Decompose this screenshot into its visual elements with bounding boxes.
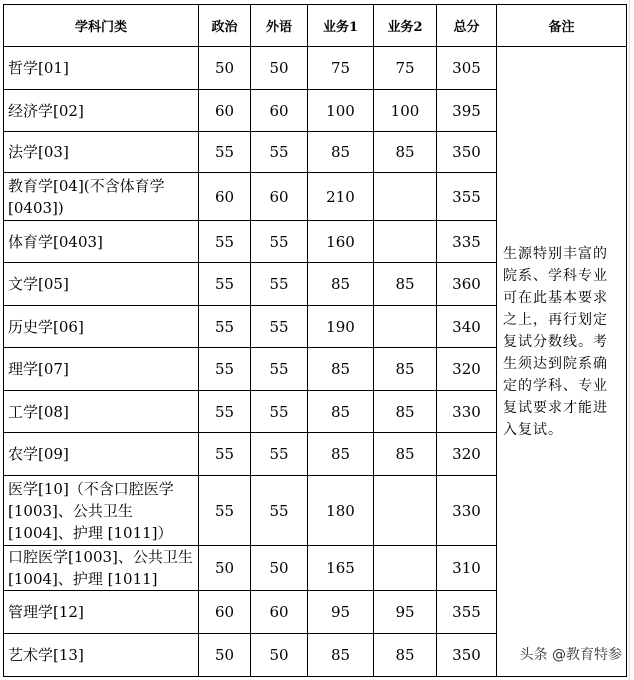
score-cell: 360	[437, 263, 497, 306]
score-cell: 350	[437, 132, 497, 173]
subject-cell: 艺术学[13]	[4, 634, 199, 677]
score-cell: 55	[199, 306, 251, 348]
score-cell: 55	[251, 132, 308, 173]
score-cell: 55	[199, 433, 251, 476]
score-cell	[374, 306, 437, 348]
subject-cell: 工学[08]	[4, 391, 199, 433]
subject-cell: 教育学[04](不含体育学[0403])	[4, 173, 199, 221]
score-cell: 190	[308, 306, 374, 348]
score-cell: 395	[437, 90, 497, 132]
header-cell: 业务2	[374, 5, 437, 47]
subject-cell: 农学[09]	[4, 433, 199, 476]
score-cell: 55	[199, 391, 251, 433]
score-cell: 85	[374, 391, 437, 433]
score-cell: 330	[437, 391, 497, 433]
score-cell: 60	[251, 173, 308, 221]
score-cell: 320	[437, 433, 497, 476]
subject-cell: 经济学[02]	[4, 90, 199, 132]
score-cell: 85	[308, 132, 374, 173]
score-cell: 85	[374, 348, 437, 391]
score-cell: 180	[308, 476, 374, 546]
subject-cell: 历史学[06]	[4, 306, 199, 348]
score-cell: 320	[437, 348, 497, 391]
score-cell: 340	[437, 306, 497, 348]
score-cell: 55	[199, 348, 251, 391]
score-cell: 85	[308, 634, 374, 677]
header-cell: 业务1	[308, 5, 374, 47]
note-cell	[497, 47, 627, 677]
score-cell: 160	[308, 221, 374, 263]
subject-cell: 法学[03]	[4, 132, 199, 173]
score-cell: 85	[308, 391, 374, 433]
score-cell: 55	[251, 433, 308, 476]
score-cell	[374, 173, 437, 221]
header-cell: 总分	[437, 5, 497, 47]
score-cell: 55	[199, 263, 251, 306]
score-cell: 55	[251, 306, 308, 348]
header-cell: 学科门类	[4, 5, 199, 47]
watermark: 头条 @教育特参	[519, 647, 622, 663]
header-cell: 备注	[497, 5, 627, 47]
score-cell: 85	[308, 433, 374, 476]
score-cell: 330	[437, 476, 497, 546]
page-edge	[629, 0, 634, 680]
header-cell: 外语	[251, 5, 308, 47]
score-cell: 50	[199, 546, 251, 591]
score-cell: 210	[308, 173, 374, 221]
header-row	[4, 5, 627, 47]
score-cell: 50	[199, 634, 251, 677]
score-cell: 85	[308, 263, 374, 306]
score-cell: 335	[437, 221, 497, 263]
note-text: 生源特别丰富的院系、学科专业可在此基本要求之上，再行划定复试分数线。考生须达到院系确定的学科、专业复试要求才能进入复试。	[503, 245, 608, 438]
score-cell: 60	[199, 90, 251, 132]
subject-cell: 医学[10]（不含口腔医学[1003]、公共卫生[1004]、护理 [1011]）	[4, 476, 199, 546]
score-cell: 55	[251, 263, 308, 306]
table-row	[4, 47, 627, 90]
score-cell: 100	[308, 90, 374, 132]
score-cell: 60	[199, 173, 251, 221]
score-cell	[374, 546, 437, 591]
score-cell	[374, 476, 437, 546]
subject-cell: 文学[05]	[4, 263, 199, 306]
score-cell: 55	[199, 132, 251, 173]
score-cell: 75	[308, 47, 374, 90]
score-cell: 310	[437, 546, 497, 591]
score-cell: 50	[199, 47, 251, 90]
score-cell: 95	[374, 591, 437, 634]
score-cell: 85	[374, 132, 437, 173]
score-cell: 85	[308, 348, 374, 391]
score-cell: 85	[374, 263, 437, 306]
score-cell: 85	[374, 433, 437, 476]
score-cell: 50	[251, 47, 308, 90]
subject-cell: 理学[07]	[4, 348, 199, 391]
score-cell: 75	[374, 47, 437, 90]
score-cell: 55	[251, 348, 308, 391]
score-cell: 55	[251, 391, 308, 433]
score-cell: 55	[199, 476, 251, 546]
score-cell: 95	[308, 591, 374, 634]
score-cell: 85	[374, 634, 437, 677]
score-cell: 60	[199, 591, 251, 634]
score-cell: 55	[251, 476, 308, 546]
score-cell: 355	[437, 173, 497, 221]
score-cell: 350	[437, 634, 497, 677]
score-cell: 55	[199, 221, 251, 263]
score-cell: 60	[251, 90, 308, 132]
score-cell: 305	[437, 47, 497, 90]
score-cell: 355	[437, 591, 497, 634]
score-cell: 165	[308, 546, 374, 591]
score-cell: 55	[251, 221, 308, 263]
score-table	[3, 4, 627, 677]
subject-cell: 哲学[01]	[4, 47, 199, 90]
score-cell: 50	[251, 634, 308, 677]
score-cell	[374, 221, 437, 263]
score-cell: 100	[374, 90, 437, 132]
subject-cell: 口腔医学[1003]、公共卫生 [1004]、护理 [1011]	[4, 546, 199, 591]
subject-cell: 体育学[0403]	[4, 221, 199, 263]
score-cell: 60	[251, 591, 308, 634]
subject-cell: 管理学[12]	[4, 591, 199, 634]
score-cell: 50	[251, 546, 308, 591]
header-cell: 政治	[199, 5, 251, 47]
